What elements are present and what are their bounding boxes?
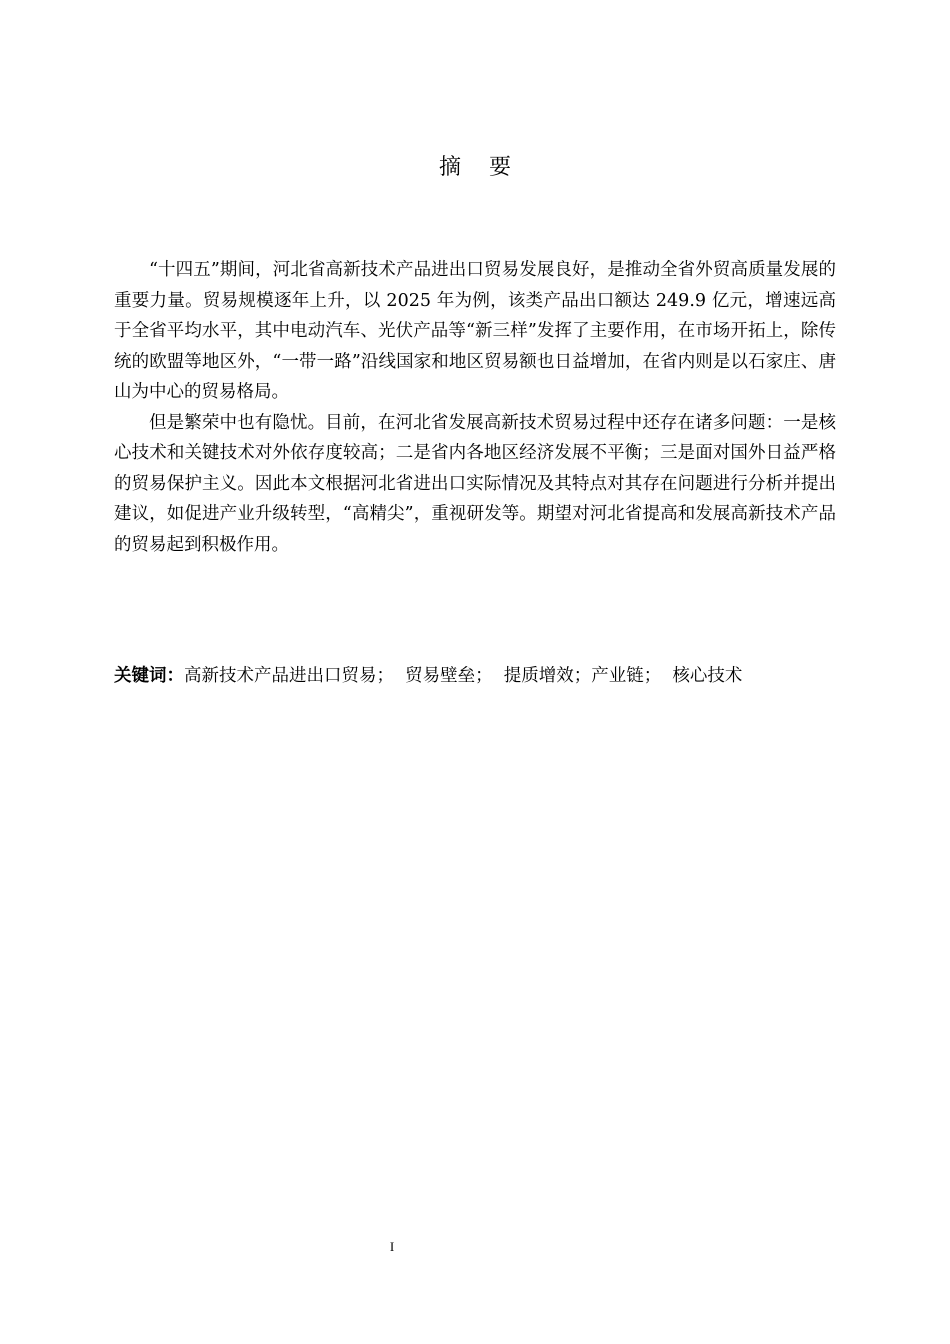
abstract-paragraph-2: 但是繁荣中也有隐忧。目前，在河北省发展高新技术贸易过程中还存在诸多问题：一是核心技术和关键技术对外依存度较高；二是省内各地区经济发展不平衡；三是面对国外日益严格的贸易保护主义。因此本文根据河北省进出口实际情况及其特点对其存在问题进行分析并提出建议，如促进产业升级转型，“高精尖”，重视研发等。期望对河北省提高和发展高新技术产品的贸易起到积极作用。 [114,412,836,555]
keyword-item: 贸易壁垒； [405,666,493,686]
page-title [0,153,950,183]
keywords-line [114,662,836,690]
keyword-item: 提质增效；产业链； [503,666,662,686]
page-title-char-1: 摘 [438,155,461,180]
abstract-paragraph-1: “十四五”期间，河北省高新技术产品进出口贸易发展良好，是推动全省外贸高质量发展的重要力量。贸易规模逐年上升，以 2025 年为例，该类产品出口额达 249.9 亿元，增速远高于全省平均水平，其中电动汽车、光伏产品等“新三样”发挥了主要作用，在市场开拓上，除传统的欧盟等地区外，“一带一路”沿线国家和地区贸易额也日益增加，在省内则是以石家庄、唐山为中心的贸易格局。 [114,260,836,402]
keyword-item: 核心技术 [672,666,743,686]
abstract-body [114,255,836,560]
keywords-label: 关键词： [114,666,184,686]
keyword-item: 高新技术产品进出口贸易； [184,666,394,686]
page-title-char-2: 要 [489,155,512,180]
page-number: I [389,1239,395,1254]
